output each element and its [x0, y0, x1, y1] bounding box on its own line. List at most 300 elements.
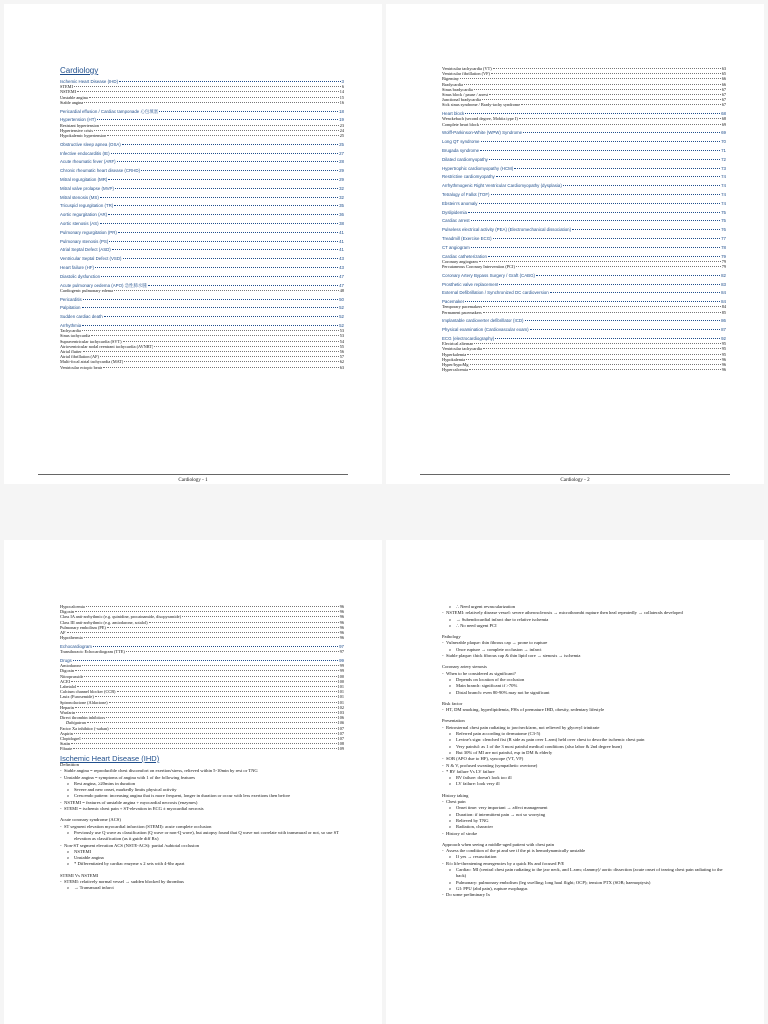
toc-entry-title: Atrial fibrillation (AF) [60, 354, 99, 360]
toc-entry-title: Hypokalemia [442, 356, 466, 362]
toc-entry[interactable] [60, 305, 344, 310]
toc-page-number: 103 [337, 710, 344, 716]
toc-leader-dots [101, 276, 338, 277]
toc-page-number: 50 [339, 296, 344, 302]
toc-page-number: 71 [721, 148, 726, 154]
toc-page-number: 65 [721, 71, 726, 77]
toc-leader-dots [530, 329, 720, 330]
toc-leader-dots [468, 212, 720, 213]
toc-page-number: 23 [339, 122, 344, 128]
bullet-item: o LV failure: look very ill [442, 781, 726, 787]
toc-leader-dots [91, 335, 338, 336]
toc-entry-title: Pulmonary stenosis (PS) [60, 238, 109, 244]
toc-entry[interactable] [442, 245, 726, 250]
page-footer: Cardiology - 2 [560, 478, 590, 483]
ihd-notes-continued [442, 604, 726, 898]
toc-page-number: 96 [721, 356, 726, 362]
toc-leader-dots [493, 68, 721, 69]
toc-entry-title: Sinus tachycardia [60, 333, 91, 339]
toc-leader-dots [496, 176, 720, 177]
toc-leader-dots [489, 94, 721, 95]
toc-page-number: 74 [721, 174, 726, 180]
toc-leader-dots [488, 256, 720, 257]
toc-leader-dots [106, 717, 336, 718]
bullet-item: o ∴ Need urgent revascularization [442, 604, 726, 610]
bullet-item: o Pulmonary: pulmonary embolism (leg swelling; long haul flight; OCP); tension PTX (SOB; haemoptysis) [442, 880, 726, 886]
toc-entry-title: AF [60, 630, 66, 636]
toc-page-number: 109 [337, 746, 344, 752]
toc-entry-title: Pericarditis [60, 296, 82, 302]
toc-entry[interactable] [60, 195, 344, 200]
toc-page-number: 78 [721, 244, 726, 250]
toc-page-number: 27 [339, 150, 344, 156]
toc-page-number: 74 [721, 192, 726, 197]
toc-entry-title: Clopidogrel [60, 736, 81, 742]
document-page-1 [4, 4, 382, 484]
toc-entry-title: Bigeminy [442, 76, 459, 82]
bullet-item: - HT, DM smoking, hyperlipidemia, FHx of premature IHD, obesity, sedentary lifestyle [442, 707, 726, 713]
toc-entry[interactable] [442, 367, 726, 372]
toc-page-number: 25 [339, 133, 344, 139]
toc-entry[interactable] [442, 210, 726, 215]
toc-leader-dots [154, 346, 338, 347]
toc-leader-dots [480, 124, 721, 125]
toc-leader-dots [117, 161, 338, 162]
toc-leader-dots [117, 691, 337, 692]
toc-leader-dots [107, 135, 338, 136]
toc-entry[interactable] [60, 109, 344, 114]
toc-entry[interactable] [60, 168, 344, 173]
toc-page-number: 106 [337, 720, 344, 726]
bullet-item: o Once rupture → complete occlusion → infarct [442, 647, 726, 653]
toc-entry-title: Tachycardia [60, 328, 81, 334]
document-page-3 [4, 540, 382, 1024]
toc-page-number: 107 [337, 730, 344, 736]
toc-entry-title: Digoxin [60, 668, 75, 674]
toc-entry-title: Heparin [60, 704, 74, 710]
toc-page-number: 63 [339, 364, 344, 370]
toc-leader-dots [82, 665, 338, 666]
toc-entry[interactable] [60, 247, 344, 252]
toc-entry[interactable] [442, 122, 726, 127]
toc-leader-dots [77, 91, 339, 92]
toc-entry-title: Fibrate [60, 746, 73, 752]
toc-page-number: 47 [339, 282, 344, 288]
presentation-title: Presentation [442, 718, 465, 724]
toc-entry-title: Dabigatran [66, 720, 87, 726]
toc-entry-title: Chronic rheumatic heart disease (CRHD) [60, 168, 141, 174]
toc-leader-dots [536, 275, 720, 276]
toc-leader-dots [466, 359, 721, 360]
bullet-item: o Severe and new onset, markedly limits physical activity [60, 787, 344, 793]
bullet-item: - STEMI = ischemic chest pain + ST-elevation in ECG ± myocardial necrosis [60, 806, 344, 812]
toc-entry[interactable] [442, 102, 726, 107]
bullet-item: - Stable plaque: thick fibrous cap & thin lipid core → stenosis → ischemia [442, 653, 726, 659]
toc-entry[interactable] [60, 177, 344, 182]
toc-entry-title: Ventricular Septal Defect (VSD) [60, 256, 122, 262]
toc-page-number: 67 [721, 97, 726, 103]
toc-entry[interactable] [60, 203, 344, 208]
toc-entry-title: Atrial flutter [60, 348, 82, 354]
toc-leader-dots [465, 301, 720, 302]
toc-page-number: 107 [337, 725, 344, 731]
pathology-list [442, 640, 726, 659]
toc-entry-title: Hyperkalemia [442, 351, 467, 357]
toc-entry[interactable] [60, 151, 344, 156]
bullet-item: - ST segment elevation myocardial infarction (STEMI): acute complete occlusion [60, 824, 344, 830]
toc-entry[interactable] [442, 201, 726, 206]
toc-entry-title: Sinus block / pause / arrest [442, 92, 489, 98]
toc-leader-dots [479, 203, 721, 204]
toc-entry[interactable] [442, 273, 726, 278]
toc-page-number: 52 [339, 305, 344, 311]
toc-entry[interactable] [442, 157, 726, 162]
toc-entry[interactable] [442, 148, 726, 153]
toc-entry[interactable] [442, 130, 726, 135]
toc-entry-title: Mitral stenosis (MS) [60, 194, 99, 200]
toc-leader-dots [483, 306, 721, 307]
toc-entry[interactable] [442, 264, 726, 269]
toc-page-number: 73 [721, 165, 726, 171]
toc-entry[interactable] [442, 192, 726, 197]
toc-entry-title: Ventricular ectopic beats [60, 364, 103, 370]
toc-page-number: 29 [339, 168, 344, 174]
toc-entry-title: Hypocalcemia [60, 604, 85, 609]
toc-page-number: 96 [721, 367, 726, 373]
page-3-content [60, 604, 344, 892]
toc-entry-title: Heart block [442, 111, 465, 117]
toc-entry-title: External Defibrillation / Synchronized DC cardioversion [442, 290, 549, 296]
toc-page-number: 18 [339, 108, 344, 114]
toc-page-number: 41 [339, 229, 344, 235]
toc-leader-dots [114, 205, 338, 206]
toc-page-number: 100 [337, 678, 344, 684]
toc-entry[interactable] [60, 365, 344, 370]
toc-entry-title: ECG (electrocardiography) [442, 335, 495, 341]
toc-page-number: 68 [721, 116, 726, 122]
toc-page-number: 15 [339, 94, 344, 100]
toc-leader-dots [482, 99, 721, 100]
toc-entry-title: Transthoracic Echocardiogram (TTE) [60, 649, 125, 655]
toc-column [442, 66, 726, 372]
toc-page-number: 96 [721, 361, 726, 367]
toc-entry[interactable] [442, 218, 726, 223]
toc-entry-title: Ventricular fibrillation (VF) [442, 71, 490, 77]
toc-leader-dots [491, 194, 721, 195]
toc-page-number: 97 [339, 644, 344, 650]
toc-entry-title: Cardiac catheterization [442, 253, 487, 259]
toc-leader-dots [83, 299, 338, 300]
toc-page-number: 32 [339, 194, 344, 200]
bullet-item: - Assess the condition of the pt and see if the pt is hemodynamically unstable [442, 848, 726, 854]
toc-entry[interactable] [60, 142, 344, 147]
toc-entry-title: Pulseless electrical activity (PEA) (Electromechanical dissociation) [442, 227, 572, 233]
toc-entry-title: Factor Xa inhibitor (-xaban) [60, 725, 109, 731]
toc-page-number: 72 [721, 156, 726, 162]
bullet-item: - Vulnerable plaque: thin fibrous cap → prone to rupture [442, 640, 726, 646]
toc-entry-title: Heart failure (HF) [60, 264, 94, 270]
toc-leader-dots [104, 316, 338, 317]
toc-leader-dots [493, 238, 721, 239]
toc-leader-dots [148, 285, 338, 286]
toc-leader-dots [523, 132, 720, 133]
toc-entry[interactable] [442, 174, 726, 179]
bullet-item: o RV failure: doesn't look too ill [442, 775, 726, 781]
toc-page-number: 67 [721, 102, 726, 108]
toc-entry[interactable] [442, 282, 726, 287]
bullet-item: - Chest pain [442, 799, 726, 805]
toc-page-number: 95 [721, 346, 726, 352]
toc-entry-title: Digoxin [60, 609, 75, 615]
bullet-item: o Relieved by TNG [442, 818, 726, 824]
toc-entry[interactable] [60, 239, 344, 244]
document-page-2 [386, 4, 764, 484]
toc-page-number: 96 [339, 630, 344, 636]
toc-leader-dots [100, 197, 338, 198]
risk-title: Risk factor [442, 700, 463, 706]
toc-page-number: 95 [721, 351, 726, 357]
toc-entry-title: Nitroprusside [60, 673, 84, 679]
toc-entry-title: Spironolactone (Aldactone) [60, 699, 108, 705]
toc-entry-title: Stable angina [60, 99, 84, 105]
toc-leader-dots [74, 86, 341, 87]
toc-entry[interactable] [442, 318, 726, 323]
toc-page-number: 107 [337, 736, 344, 742]
toc-entry[interactable] [60, 100, 344, 105]
pathology-title: Pathology [442, 634, 461, 640]
toc-leader-dots [100, 125, 339, 126]
toc-leader-dots [483, 348, 721, 349]
bullet-item: o Onset time: very important → affect management [442, 805, 726, 811]
toc-entry[interactable] [442, 183, 726, 188]
toc-entry[interactable] [60, 635, 344, 640]
toc-page-number: 52 [339, 322, 344, 328]
table-of-contents [442, 66, 726, 372]
toc-page-number: 92 [721, 335, 726, 341]
toc-leader-dots [525, 320, 721, 321]
toc-entry[interactable] [60, 649, 344, 654]
toc-page-number: 96 [339, 635, 344, 641]
toc-entry-title: Long QT syndrome [442, 139, 480, 145]
toc-leader-dots [75, 611, 339, 612]
bullet-item: - Stable angina = reproducible chest discomfort on exertion/stress, relieved within 5-10min by rest or TNG [60, 768, 344, 774]
toc-entry-title: Hypertrophic cardiomyopathy (HCM) [442, 165, 514, 171]
toc-entry-title: Treadmill (Exercise ECG) [442, 235, 492, 241]
toc-page-number: 67 [721, 86, 726, 92]
toc-leader-dots [126, 651, 339, 652]
toc-entry-title: Supraventricular tachycardia (SVT) [60, 338, 122, 344]
toc-page-number: 106 [337, 715, 344, 721]
toc-leader-dots [481, 141, 721, 142]
stemi-list [60, 879, 344, 892]
toc-entry[interactable] [60, 256, 344, 261]
toc-entry-title: Sinus bradycardia [442, 86, 473, 92]
toc-leader-dots [84, 676, 336, 677]
toc-page-number: 56 [339, 348, 344, 354]
toc-page-number: 75 [721, 218, 726, 224]
toc-leader-dots [118, 232, 338, 233]
toc-entry[interactable] [60, 265, 344, 270]
toc-leader-dots [97, 119, 338, 120]
toc-entry-title: NSTEMI [60, 89, 76, 95]
toc-entry[interactable] [442, 327, 726, 332]
toc-page-number: 25 [339, 141, 344, 147]
toc-entry[interactable] [60, 159, 344, 164]
toc-entry[interactable] [442, 166, 726, 171]
toc-page-number: 63 [721, 66, 726, 71]
toc-entry-title: Ventricular tachycardia (VT) [442, 66, 492, 71]
toc-page-number: 32 [339, 185, 344, 191]
toc-entry-title: Aspirin [60, 730, 73, 736]
toc-entry-title: Diastolic dysfunction [60, 273, 101, 279]
toc-entry[interactable] [60, 186, 344, 191]
toc-entry[interactable] [442, 227, 726, 232]
toc-entry-title: Calcium channel blocker (CCB) [60, 689, 116, 695]
toc-entry-title: Aortic stenosis (AS) [60, 220, 99, 226]
bullet-item: - SOB (APO due to HF), syncope (VT, VF) [442, 756, 726, 762]
toc-page-number: 96 [339, 624, 344, 630]
toc-page-number: 101 [337, 684, 344, 690]
toc-leader-dots [67, 632, 339, 633]
toc-entry[interactable] [442, 310, 726, 315]
toc-leader-dots [84, 102, 338, 103]
toc-entry-title: Hypercalcemia [442, 367, 469, 373]
toc-page-number: 6 [341, 84, 344, 90]
toc-page-number: 62 [339, 359, 344, 365]
bullet-item: o Unstable angina [60, 855, 344, 861]
toc-leader-dots [514, 168, 720, 169]
bullet-item: - History of stroke [442, 831, 726, 837]
stenosis-title: Coronary artery stenosis [442, 664, 487, 670]
toc-entry[interactable] [60, 221, 344, 226]
bullet-item: o Distal branch: even 80-90% may not be significant [442, 690, 726, 696]
history-list [442, 799, 726, 837]
toc-entry-title: Prosthetic valve replacement [442, 281, 499, 287]
toc-page-number: 102 [337, 704, 344, 710]
bullet-item: - * RV failure Vs LV failure [442, 769, 726, 775]
toc-page-number: 43 [339, 256, 344, 262]
toc-leader-dots [474, 89, 721, 90]
toc-entry[interactable] [442, 290, 726, 295]
toc-leader-dots [75, 670, 339, 671]
document-page-4 [386, 540, 764, 1024]
toc-page-number: 19 [339, 117, 344, 123]
toc-leader-dots [483, 312, 721, 313]
bullet-item: o Cardiac: MI (central chest pain radiating to the jaw neck, and L arm; clammy)/ aortic dissection (acute onset of tearing chest pain radiating to the back) [442, 867, 726, 880]
toc-entry-title: Bradycardia [442, 81, 463, 87]
toc-entry-title: Labetalol [60, 684, 77, 690]
toc-entry-title: Hyper/hypoMg [442, 361, 469, 367]
section-heading: Ischemic Heart Disease (IHD) [60, 753, 160, 763]
bullet-item: - Unstable angina = symptoms of angina with 1 of the following features [60, 775, 344, 781]
toc-leader-dots [124, 361, 338, 362]
bullet-item: - N & V, profused sweating (sympathetic overtone) [442, 763, 726, 769]
toc-leader-dots [149, 622, 339, 623]
toc-leader-dots [467, 354, 720, 355]
toc-page-number: 43 [339, 264, 344, 270]
toc-leader-dots [572, 229, 720, 230]
toc-leader-dots [471, 220, 721, 221]
toc-page-number: 47 [339, 273, 344, 279]
toc-leader-dots [109, 241, 338, 242]
toc-leader-dots [71, 743, 337, 744]
toc-entry-title: Ischemic Heart Disease (IHD) [60, 79, 119, 84]
bullet-item: o NSTEMI [60, 849, 344, 855]
bullet-item: - R/o life-threatening emergencies by a quick Hx and focused P/E [442, 861, 726, 867]
toc-entry-title: Drugs [60, 658, 72, 664]
toc-leader-dots [76, 712, 336, 713]
toc-entry-title: Mitral regurgitation (MR) [60, 177, 108, 182]
toc-page-number: 48 [339, 287, 344, 293]
bullet-item: o Very painful: as 1 of the 3 most painful medical conditions (also labor & 2nd degree burn) [442, 744, 726, 750]
toc-entry[interactable] [60, 212, 344, 217]
toc-leader-dots [82, 325, 338, 326]
toc-page-number: 74 [721, 200, 726, 206]
toc-page-number: 84 [721, 304, 726, 310]
toc-page-number: 38 [339, 220, 344, 226]
toc-page-number: 57 [339, 354, 344, 360]
toc-leader-dots [495, 338, 720, 339]
approach-title: Approach when seeing a middle-aged patient with chest pain [442, 841, 554, 847]
toc-entry-title: Complete heart block [442, 121, 479, 127]
toc-entry[interactable] [60, 746, 344, 751]
toc-page-number: 99 [339, 668, 344, 674]
toc-page-number: 35 [339, 203, 344, 209]
toc-leader-dots [93, 646, 338, 647]
toc-leader-dots [563, 185, 720, 186]
toc-entry-title: Echocardiogram [60, 644, 92, 650]
toc-leader-dots [110, 728, 337, 729]
page-footer: Cardiology - 1 [178, 478, 208, 483]
toc-leader-dots [471, 247, 720, 248]
toc-page-number: 87 [721, 327, 726, 333]
toc-entry-title: Tetralogy of Fallot (TOF) [442, 192, 490, 197]
toc-leader-dots [75, 707, 337, 708]
toc-leader-dots [84, 637, 339, 638]
bullet-item: o But 30% of MI are not painful, esp in DM & elderly [442, 750, 726, 756]
toc-entry-title: Class III anti-arrhythmic (e.g. amiodarone, sotalol) [60, 619, 148, 625]
toc-entry-title: Aortic regurgitation (AR) [60, 212, 108, 218]
presentation-list [442, 725, 726, 788]
toc-entry[interactable] [60, 297, 344, 302]
bullet-item: o ∴ No need urgent PCI [442, 623, 726, 629]
toc-entry[interactable] [60, 288, 344, 293]
toc-entry[interactable] [442, 139, 726, 144]
bullet-item: o → Transmural infarct [60, 885, 344, 891]
toc-leader-dots [77, 686, 336, 687]
footer-divider [420, 474, 730, 475]
toc-leader-dots [82, 330, 339, 331]
toc-page-number: 108 [337, 741, 344, 747]
toc-page-number: 96 [339, 604, 344, 609]
toc-leader-dots [465, 113, 720, 114]
toc-entry[interactable] [60, 230, 344, 235]
toc-entry-title: Physical examination (Cardiovascular exam) [442, 327, 529, 333]
toc-entry[interactable] [60, 274, 344, 279]
toc-page-number: 101 [337, 689, 344, 695]
toc-entry[interactable] [442, 236, 726, 241]
toc-page-number: 99 [339, 663, 344, 669]
toc-leader-dots [95, 267, 338, 268]
toc-entry-title: STEMI [60, 84, 73, 90]
toc-leader-dots [103, 367, 338, 368]
toc-leader-dots [73, 748, 336, 749]
toc-entry[interactable] [60, 133, 344, 138]
toc-entry-title: Dyslipidemia [442, 209, 467, 215]
toc-entry[interactable] [60, 314, 344, 319]
toc-entry-title: Dilated cardiomyopathy [442, 156, 488, 162]
toc-leader-dots [74, 733, 337, 734]
